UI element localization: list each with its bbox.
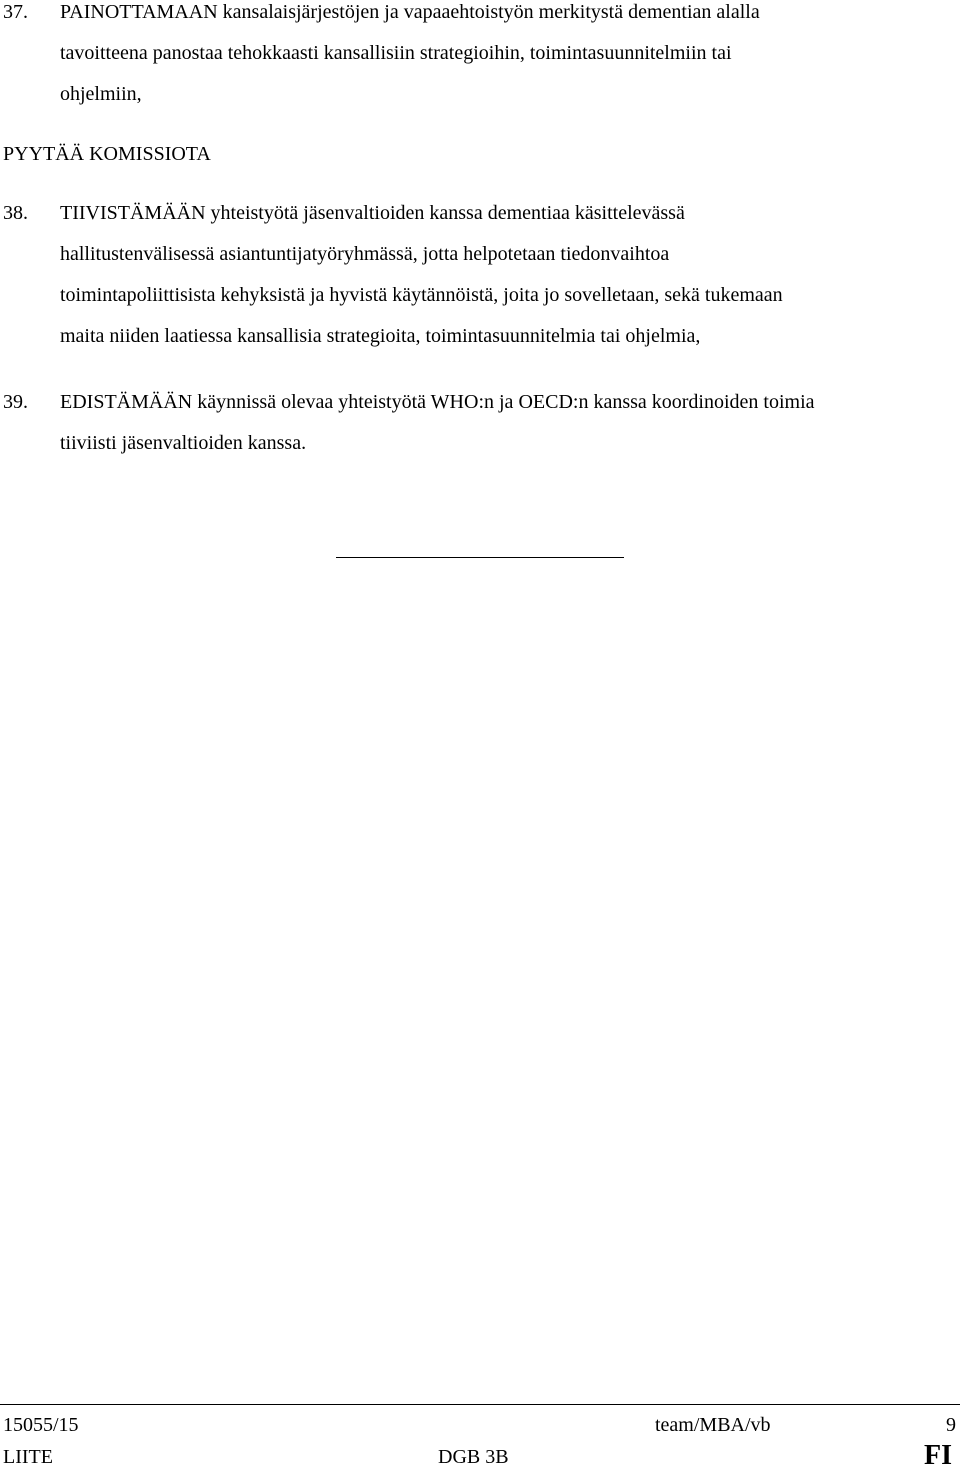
paragraph-37: [0, 0, 960, 115]
paragraph-39: [0, 382, 960, 464]
text-line: EDISTÄMÄÄN käynnissä olevaa yhteistyötä WHO:n ja OECD:n kanssa koordinoiden toimia: [60, 391, 815, 413]
text-line: toimintapoliittisista kehyksistä ja hyvistä käytännöistä, joita jo sovelletaan, sekä tukemaan: [60, 284, 783, 306]
text-line: tavoitteena panostaa tehokkaasti kansallisiin strategioihin, toimintasuunnitelmiin tai: [60, 42, 732, 64]
paragraph-text: [60, 0, 956, 115]
paragraph-number: 37.: [3, 1, 28, 23]
paragraph-text: [60, 382, 956, 464]
paragraph-text: [60, 193, 956, 357]
section-heading: PYYTÄÄ KOMISSIOTA: [3, 143, 211, 165]
footer-language-code: FI: [924, 1440, 952, 1471]
paragraph-number: 39.: [3, 391, 28, 413]
footer-page-number: 9: [946, 1414, 956, 1436]
paragraph-number: 38.: [3, 202, 28, 224]
footer-divider: [0, 1404, 960, 1405]
text-line: tiiviisti jäsenvaltioiden kanssa.: [60, 432, 307, 454]
text-line: ohjelmiin,: [60, 83, 142, 105]
text-line: maita niiden laatiessa kansallisia strategioita, toimintasuunnitelmia tai ohjelmia,: [60, 325, 701, 347]
end-of-text-rule: [336, 557, 624, 558]
text-line: PAINOTTAMAAN kansalaisjärjestöjen ja vapaaehtoistyön merkitystä dementian alalla: [60, 1, 760, 23]
footer-annex-label: LIITE: [3, 1446, 53, 1468]
paragraph-38: [0, 193, 960, 357]
footer-team-ref: team/MBA/vb: [655, 1414, 771, 1436]
footer-doc-number: 15055/15: [3, 1414, 79, 1436]
text-line: TIIVISTÄMÄÄN yhteistyötä jäsenvaltioiden kanssa dementiaa käsittelevässä: [60, 202, 685, 224]
footer-dept-code: DGB 3B: [438, 1446, 509, 1468]
text-line: hallitustenvälisessä asiantuntijatyöryhmässä, jotta helpotetaan tiedonvaihtoa: [60, 243, 670, 265]
